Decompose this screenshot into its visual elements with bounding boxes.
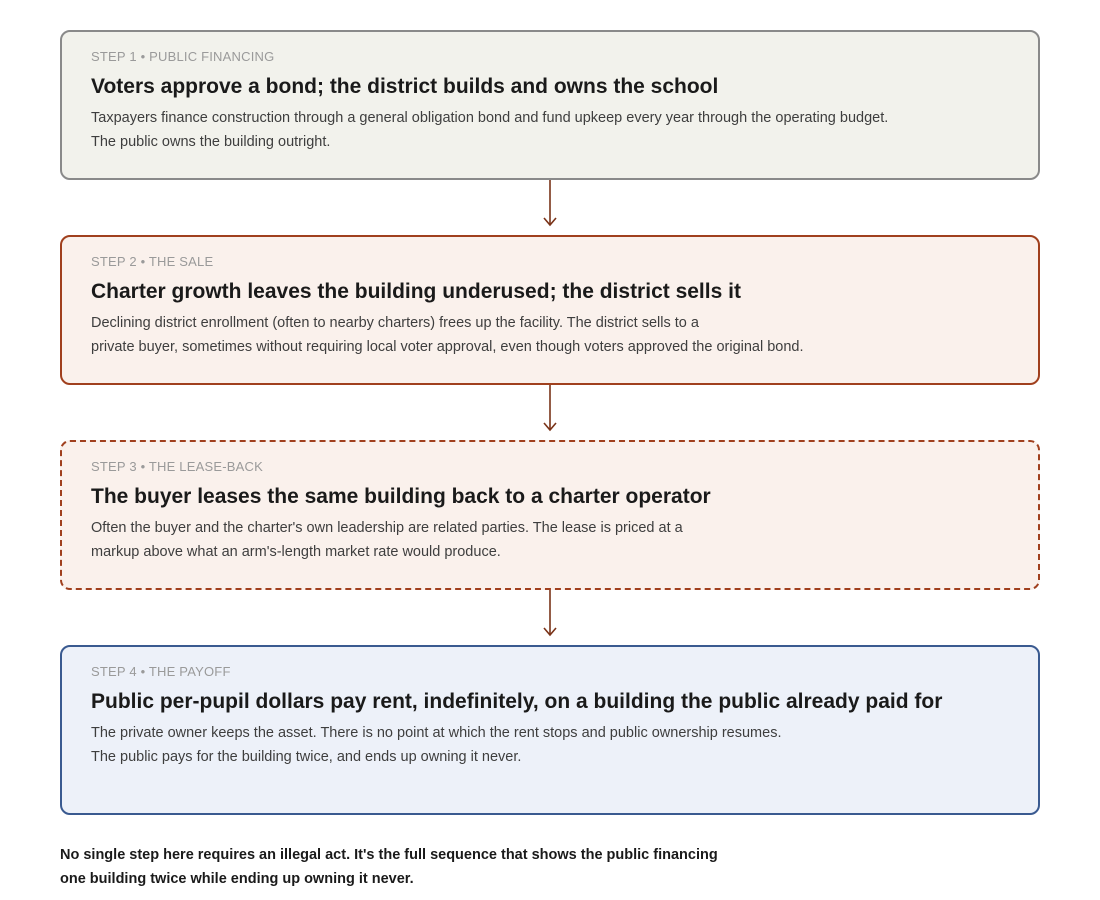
step-2-description-line: private buyer, sometimes without requiring local voter approval, even though voters approved the original bond. [91, 339, 804, 355]
step-1-description [91, 106, 1009, 154]
step-3-title: The buyer leases the same building back to a charter operator [91, 485, 711, 508]
step-1-box [60, 30, 1040, 180]
footnote [60, 843, 960, 891]
down-arrow-icon [540, 180, 560, 228]
step-3-description-line: Often the buyer and the charter's own leadership are related parties. The lease is priced at a [91, 520, 683, 536]
step-1-description-line: The public owns the building outright. [91, 134, 331, 150]
footnote-line: one building twice while ending up owning it never. [60, 871, 414, 887]
step-3-label: STEP 3 • THE LEASE-BACK [91, 459, 263, 474]
down-arrow-icon [540, 590, 560, 638]
step-4-label: STEP 4 • THE PAYOFF [91, 664, 231, 679]
step-4-title: Public per-pupil dollars pay rent, indefinitely, on a building the public already paid for [91, 690, 943, 713]
footnote-line: No single step here requires an illegal act. It's the full sequence that shows the public financing [60, 847, 718, 863]
step-2-description-line: Declining district enrollment (often to nearby charters) frees up the facility. The district sells to a [91, 315, 699, 331]
step-1-description-line: Taxpayers finance construction through a general obligation bond and fund upkeep every year through the operating budget. [91, 110, 889, 126]
step-4-description-line: The private owner keeps the asset. There is no point at which the rent stops and public ownership resumes. [91, 725, 782, 741]
step-4-box [60, 645, 1040, 815]
step-2-box [60, 235, 1040, 385]
step-3-description-line: markup above what an arm's-length market rate would produce. [91, 544, 501, 560]
step-3-box [60, 440, 1040, 590]
step-2-title: Charter growth leaves the building underused; the district sells it [91, 280, 741, 303]
step-2-label: STEP 2 • THE SALE [91, 254, 214, 269]
step-1-label: STEP 1 • PUBLIC FINANCING [91, 49, 275, 64]
down-arrow-icon [540, 385, 560, 433]
step-1-title: Voters approve a bond; the district builds and owns the school [91, 75, 719, 98]
step-4-description [91, 721, 1009, 769]
step-4-description-line: The public pays for the building twice, and ends up owning it never. [91, 749, 522, 765]
step-2-description [91, 311, 1009, 359]
step-3-description [91, 516, 1009, 564]
